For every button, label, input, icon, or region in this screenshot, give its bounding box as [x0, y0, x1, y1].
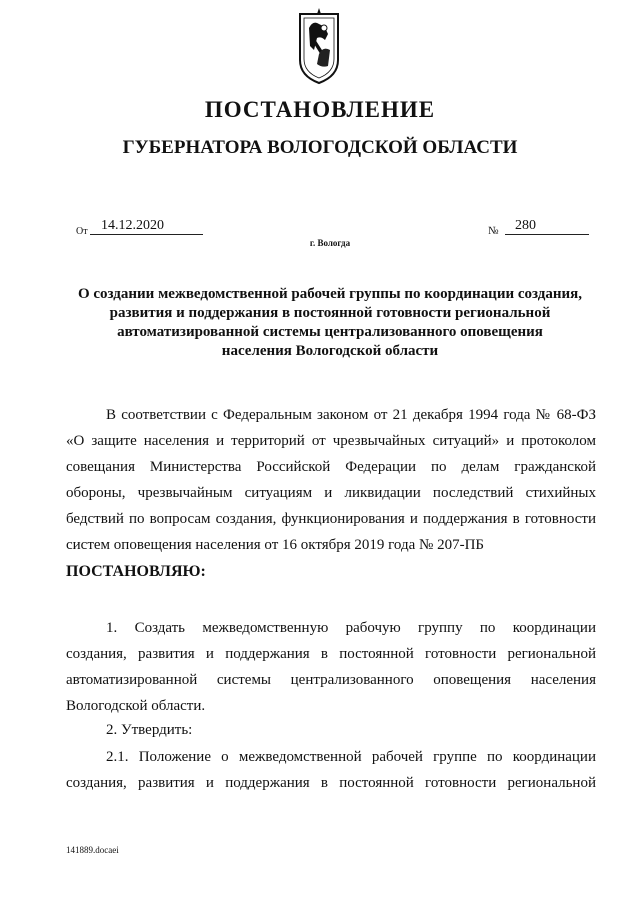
number-value: 280 [505, 217, 589, 235]
item-2-1-paragraph [66, 744, 596, 796]
preamble-line: совещания Министерства Российской Федерации по делам гражданской [66, 459, 596, 475]
date-label: От [76, 226, 88, 237]
item-2-line: 2. Утвердить: [106, 722, 193, 738]
subject-line: населения Вологодской области [221, 343, 439, 359]
document-title: ПОСТАНОВЛЕНИЕ [204, 97, 436, 122]
preamble-line: обороны, чрезвычайным ситуациям и ликвидации последствий стихийных [66, 485, 596, 501]
item-2-1-line: создания, развития и поддержания в постоянной готовности региональной [66, 775, 596, 791]
date-value: 14.12.2020 [90, 217, 203, 235]
subject-line: О создании межведомственной рабочей группы по координации создания, [77, 286, 583, 302]
item-1-line: 1. Создать межведомственную рабочую группу по координации [106, 620, 596, 636]
item-2-1-line: 2.1. Положение о межведомственной рабочей группе по координации [106, 749, 596, 765]
document-subject [60, 285, 600, 361]
document-subtitle: ГУБЕРНАТОРА ВОЛОГОДСКОЙ ОБЛАСТИ [122, 137, 518, 158]
city-label: г. Вологда [309, 238, 351, 248]
decree-word: ПОСТАНОВЛЯЮ: [66, 563, 206, 580]
item-1-line: Вологодской области. [66, 698, 206, 714]
preamble-line: систем оповещения населения от 16 октября 2019 года № 207-ПБ [66, 537, 485, 553]
subject-line: развития и поддержания в постоянной готовности региональной [109, 305, 551, 321]
preamble-line: бедствий по вопросам создания, функционирования и поддержания в готовности [66, 511, 596, 527]
item-2-paragraph [66, 717, 596, 743]
preamble-paragraph [66, 402, 596, 558]
subject-line: автоматизированной системы централизованного оповещения [117, 324, 543, 340]
item-1-line: автоматизированной системы централизованного оповещения населения [66, 672, 596, 688]
item-1-paragraph [66, 615, 596, 719]
preamble-line: В соответствии с Федеральным законом от 21 декабря 1994 года № 68-ФЗ [106, 407, 596, 423]
item-1-line: создания, развития и поддержания в постоянной готовности региональной [66, 646, 596, 662]
document-code: 141889.docaei [66, 845, 119, 855]
preamble-line: «О защите населения и территорий от чрезвычайных ситуаций» и протоколом [66, 433, 596, 449]
coat-of-arms-emblem [297, 6, 341, 86]
number-label: № [488, 225, 499, 237]
